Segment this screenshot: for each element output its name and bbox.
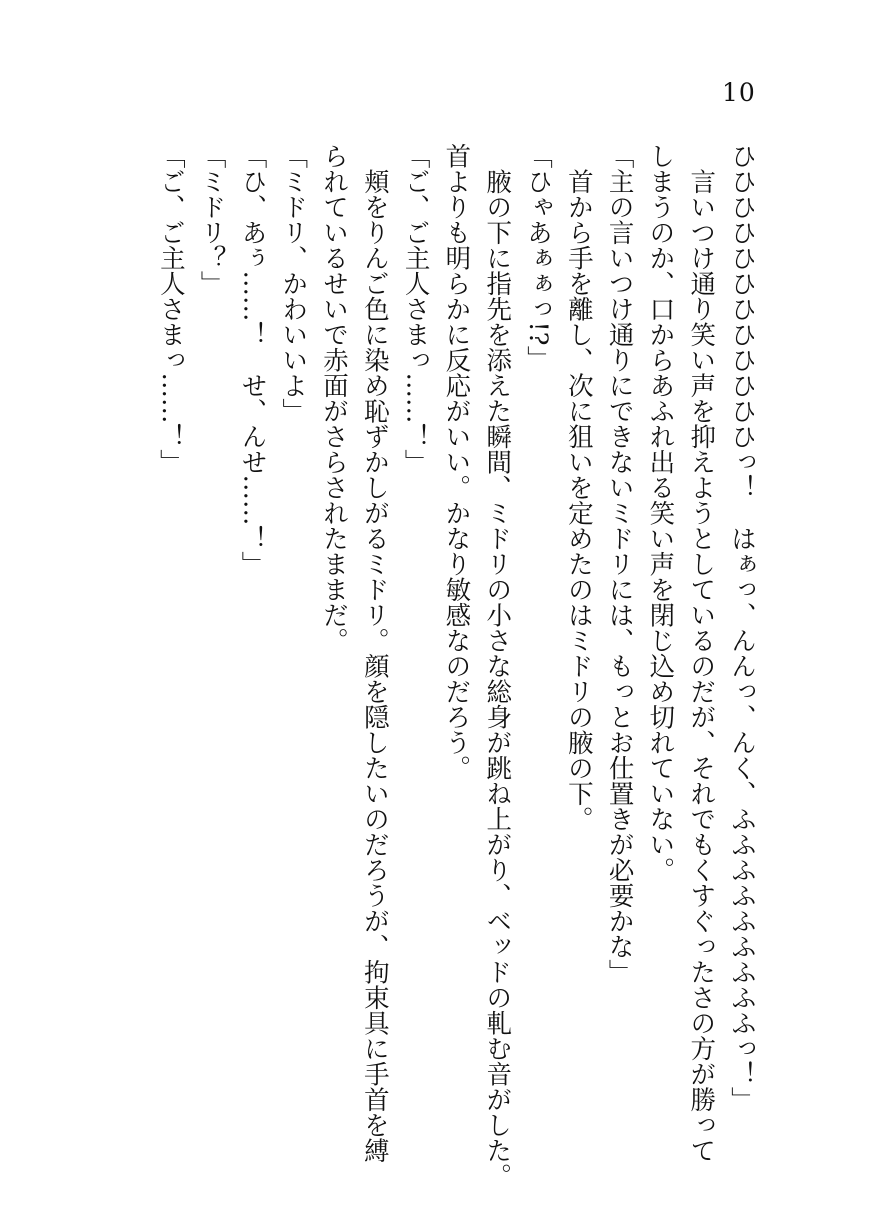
text-line: 「ご、ご主人さまっ……！」 <box>400 143 431 475</box>
text-line: 「ご、ご主人さまっ……！」 <box>155 143 186 475</box>
text-line: 「ミドリ、かわいいよ」 <box>278 143 309 424</box>
text-line: しまうのか、口からあふれ出る笑い声を閉じ込め切れていない。 <box>645 143 676 883</box>
text-line: られているせいで赤面がさらされたままだ。 <box>319 143 350 653</box>
text-line: 「ひゃあぁぁっ!?」 <box>523 143 554 371</box>
text-line: 首よりも明らかに反応がいい。かなり敏感なのだろう。 <box>441 143 472 781</box>
text-line: 言いつけ通り笑い声を抑えようとしているのだが、それでもくすぐったさの方が勝って <box>686 143 717 1163</box>
text-line: 「ひ、あぅ……！ せ、んせ……！」 <box>237 143 268 577</box>
page-number: 10 <box>722 78 756 107</box>
text-line: 首から手を離し、次に狙いを定めたのはミドリの腋の下。 <box>563 143 594 832</box>
text-line: 「ミドリ？」 <box>196 143 227 296</box>
body-text <box>150 143 762 1189</box>
text-line: 頬をりんご色に染め恥ずかしがるミドリ。顔を隠したいのだろうが、拘束具に手首を縛 <box>359 143 390 1163</box>
text-line: ひひひひひひひひひひひひっ！ はぁっ、んんっ、んく、ふふふふふふふふふっ！」 <box>727 143 757 1112</box>
text-line: 腋の下に指先を添えた瞬間、ミドリの小さな総身が跳ね上がり、ベッドの軋む音がした。 <box>482 143 513 1189</box>
text-line: 「主の言いつけ通りにできないミドリには、もっとお仕置きが必要かな」 <box>604 143 635 985</box>
